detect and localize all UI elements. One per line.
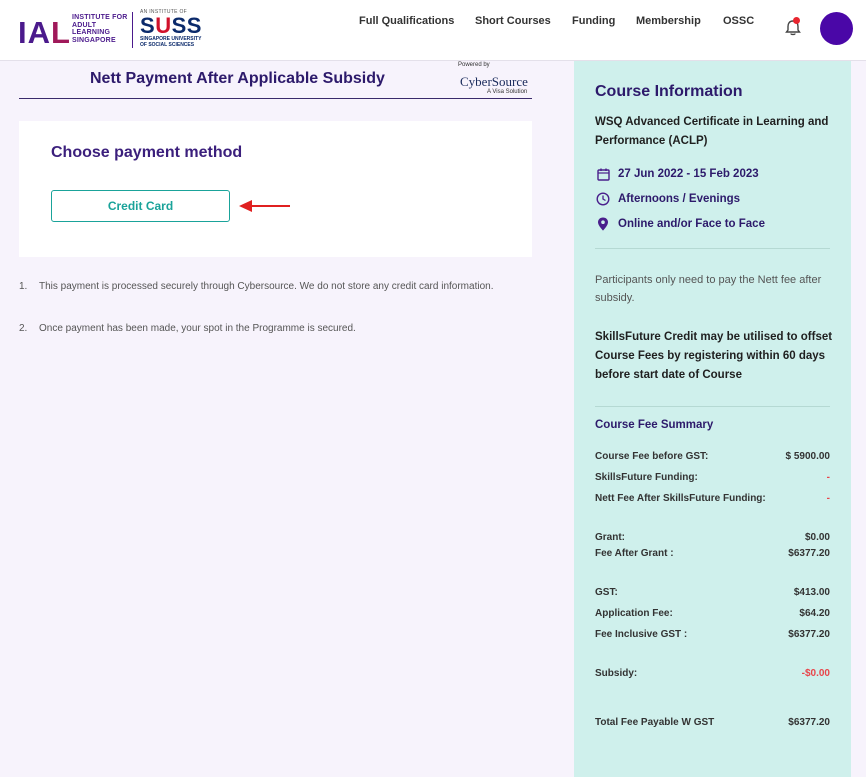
clock-icon [595,191,611,207]
fee-row-subsidy: Subsidy: -$0.00 [595,668,830,679]
suss-logo[interactable] [140,9,202,48]
ial-logo-mark: IAL [18,15,71,50]
course-mode [595,216,765,232]
nav-membership[interactable]: Membership [636,15,701,27]
course-dates-text: 27 Jun 2022 - 15 Feb 2023 [618,168,759,180]
cybersource-name: CyberSource [460,74,528,89]
fee-row-gst: GST: $413.00 [595,587,830,598]
nav-short-courses[interactable]: Short Courses [475,15,551,27]
title-divider [19,98,532,99]
payment-note: 2. Once payment has been made, your spot in the Programme is secured. [19,323,356,334]
nav-funding[interactable]: Funding [572,15,616,27]
user-avatar[interactable] [820,12,853,45]
cybersource-powered-by: Powered by [458,62,490,68]
calendar-icon [595,166,611,182]
fee-row-course-fee: Course Fee before GST: $ 5900.00 [595,451,830,462]
ial-logo[interactable] [18,14,128,50]
payment-method-heading: Choose payment method [51,144,243,161]
cybersource-tagline: A Visa Solution [487,89,528,95]
fee-summary-title: Course Fee Summary [595,419,714,431]
course-schedule-text: Afternoons / Evenings [618,193,741,205]
nav-ossc[interactable]: OSSC [723,15,755,27]
panel-divider [595,406,830,407]
top-header [0,0,866,61]
course-schedule [595,191,740,207]
logo-divider [132,12,133,48]
suss-logo-subtitle: SINGAPORE UNIVERSITY OF SOCIAL SCIENCES [140,36,202,48]
fee-row-fee-inclusive-gst: Fee Inclusive GST : $6377.20 [595,629,830,640]
notification-dot [793,17,800,24]
suss-logo-tagline: AN INSTITUTE OF [140,9,187,15]
skillsfuture-note: SkillsFuture Credit may be utilised to offset Course Fees by registering within 60 days before start date of Course [595,331,833,381]
payment-method-card [19,121,532,257]
fee-row-application-fee: Application Fee: $64.20 [595,608,830,619]
fee-row-total-payable: Total Fee Payable W GST $6377.20 [595,717,830,728]
ial-logo-subtitle: INSTITUTE FOR ADULT LEARNING SINGAPORE [72,14,128,44]
credit-card-button[interactable]: Credit Card [51,190,230,222]
course-mode-text: Online and/or Face to Face [618,218,765,230]
payment-note: 1. This payment is processed securely through Cybersource. We do not store any credit card information. [19,281,494,292]
course-name: WSQ Advanced Certificate in Learning and Performance (ACLP) [595,116,829,147]
nav-full-qualifications[interactable]: Full Qualifications [359,15,455,27]
fee-row-grant: Grant: $0.00 [595,532,830,543]
course-dates [595,166,759,182]
suss-logo-mark: SUSS [140,13,202,38]
map-pin-icon [595,216,611,232]
course-info-panel [574,61,851,777]
fee-row-fee-after-grant: Fee After Grant : $6377.20 [595,548,830,559]
nett-fee-note: Participants only need to pay the Nett fee after subsidy. [595,274,822,304]
course-info-title: Course Information [595,83,743,100]
fee-row-skillsfuture-funding: SkillsFuture Funding: - [595,472,830,483]
arrow-left-icon [239,198,291,214]
fee-row-nett-fee: Nett Fee After SkillsFuture Funding: - [595,493,830,504]
page-title: Nett Payment After Applicable Subsidy [90,70,385,87]
panel-divider [595,248,830,249]
cybersource-logo [450,62,532,98]
